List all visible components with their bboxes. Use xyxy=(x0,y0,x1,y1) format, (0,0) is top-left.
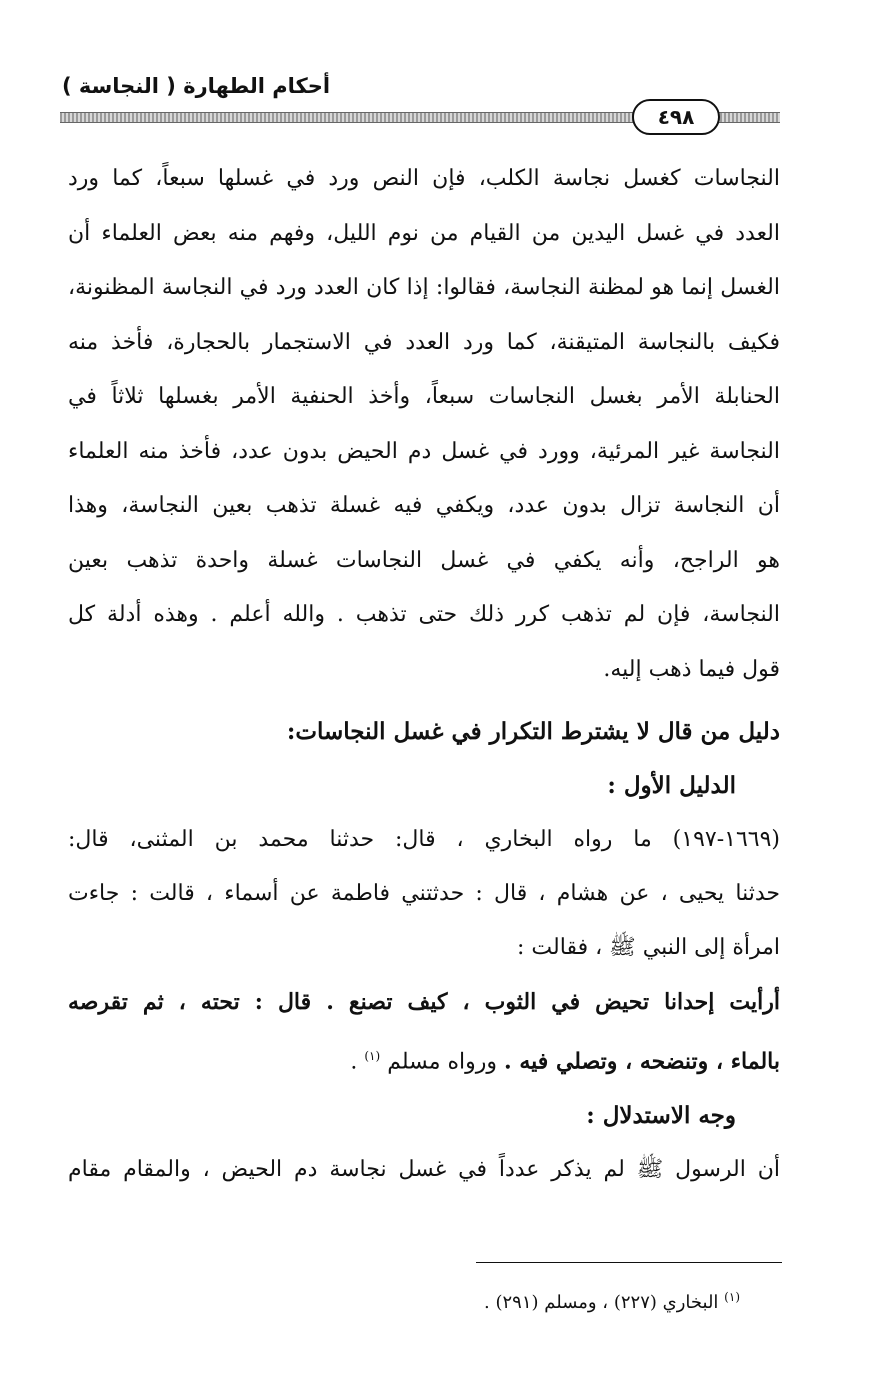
hadith-end: . xyxy=(350,1049,365,1075)
sub-heading-first-evidence: الدليل الأول : xyxy=(607,772,736,799)
text-line: النجاسات كغسل نجاسة الكلب، فإن النص ورد في غسلها سبعاً، كما ورد xyxy=(68,166,780,191)
text-line: العدد في غسل اليدين من القيام من نوم الليل، وفهم منه بعض العلماء أن xyxy=(68,220,780,246)
hadith-source: ورواه مسلم xyxy=(387,1049,505,1075)
argument-line: أن الرسول ﷺ لم يذكر عدداً في غسل نجاسة دم الحيض ، والمقام مقام xyxy=(68,1157,780,1183)
section-block xyxy=(68,705,780,1197)
footnote-marker: (١) xyxy=(364,1049,381,1063)
text-line: هو الراجح، وأنه يكفي في غسل النجاسات غسلة واحدة تذهب بعين xyxy=(68,547,780,573)
text-line: النجاسة غير المرئية، وورد في غسل دم الحيض بدون عدد، فأخذ منه العلماء xyxy=(68,438,780,464)
footnote-rule xyxy=(476,1262,782,1263)
sub-heading-inference: وجه الاستدلال : xyxy=(586,1102,736,1130)
paragraph-1 xyxy=(68,152,780,697)
page-number-badge: ٤٩٨ xyxy=(632,99,720,135)
text-line: النجاسة، فإن لم تذهب كرر ذلك حتى تذهب . والله أعلم . وهذه أدلة كل xyxy=(68,602,780,627)
footnote-number: (١) xyxy=(724,1290,740,1304)
text-line: الغسل إنما هو لمظنة النجاسة، فقالوا: إذا كان العدد ورد في النجاسة المظنونة، xyxy=(68,275,780,300)
hadith-chain-line: حدثنا يحيى ، عن هشام ، قال : حدثتني فاطمة عن أسماء ، قالت : جاءت xyxy=(68,881,780,906)
hadith-text-line-2 xyxy=(68,1029,780,1089)
text-line: فكيف بالنجاسة المتيقنة، كما ورد العدد في الاستجمار بالحجارة، فأخذ منه xyxy=(68,329,780,355)
hadith-text-line: أرأيت إحدانا تحيض في الثوب ، كيف تصنع . قال : تحته ، ثم تقرصه xyxy=(68,989,780,1015)
hadith-text-bold: بالماء ، وتنضحه ، وتصلي فيه . xyxy=(504,1048,780,1075)
footnote-text: البخاري (٢٢٧) ، ومسلم (٢٩١) . xyxy=(484,1292,725,1313)
main-text xyxy=(68,152,780,1197)
text-line: قول فيما ذهب إليه. xyxy=(603,656,780,682)
running-header-title: أحكام الطهارة ( النجاسة ) xyxy=(62,74,331,98)
hadith-chain-line: امرأة إلى النبي ﷺ ، فقالت : xyxy=(517,935,780,960)
section-heading: دليل من قال لا يشترط التكرار في غسل النجاسات: xyxy=(286,718,780,745)
text-line: أن النجاسة تزال بدون عدد، ويكفي فيه غسلة تذهب بعين النجاسة، وهذا xyxy=(68,493,780,518)
hadith-chain-line: (١٦٦٩-١٩٧) ما رواه البخاري ، قال: حدثنا محمد بن المثنى، قال: xyxy=(68,827,780,852)
footnote xyxy=(300,1290,740,1313)
text-line: الحنابلة الأمر بغسل النجاسات سبعاً، وأخذ الحنفية الأمر بغسلها ثلاثاً في xyxy=(68,384,780,409)
